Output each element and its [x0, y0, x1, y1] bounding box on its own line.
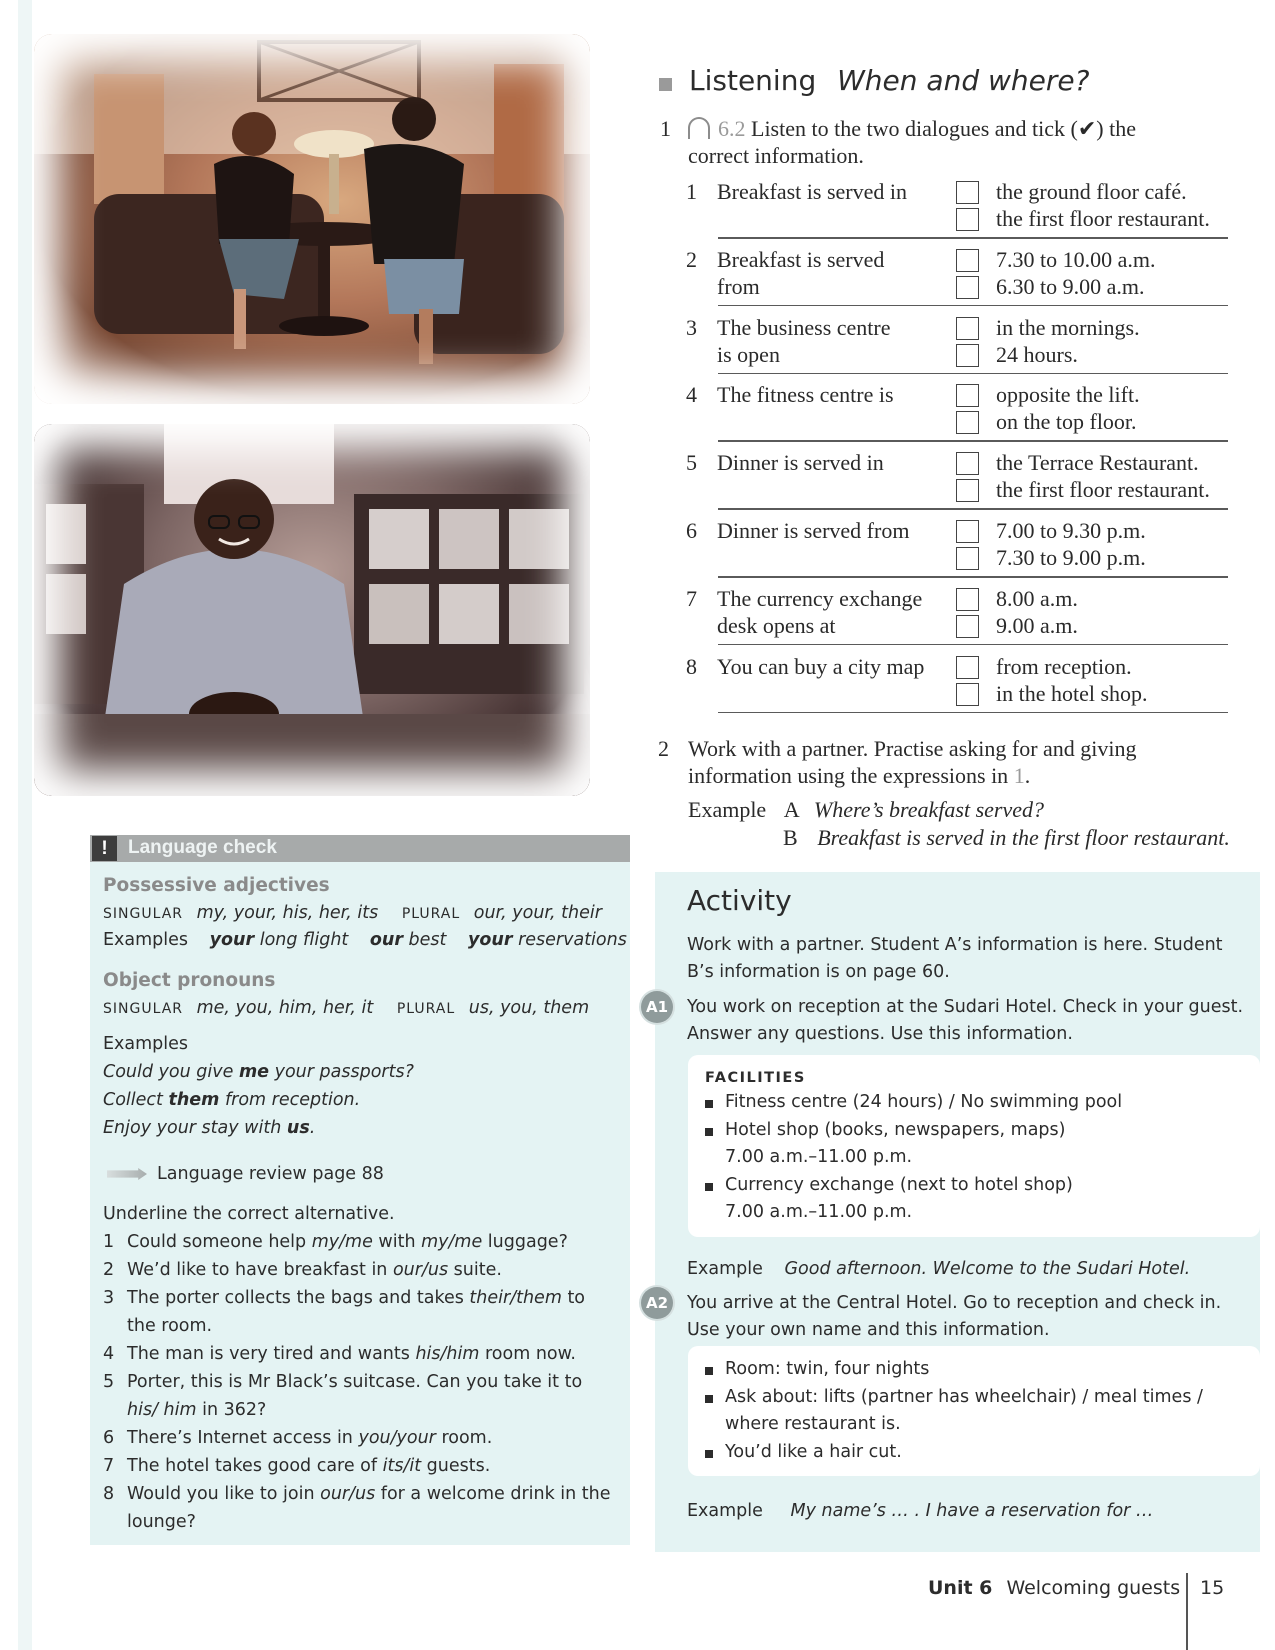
row-divider — [718, 373, 1228, 375]
item-option: 7.30 to 10.00 a.m. — [996, 246, 1156, 272]
row-divider — [718, 508, 1228, 510]
exercise-item: The hotel takes good care of its/it guests. — [127, 1456, 491, 1476]
section-bullet — [659, 78, 672, 91]
row-divider — [718, 440, 1228, 442]
exercise-item: The porter collects the bags and takes their/them to the room. — [127, 1288, 586, 1336]
activity-intro-2: B’s information is on page 60. — [687, 962, 950, 982]
exercise-item: Porter, this is Mr Black’s suitcase. Can you take it to his/ him in 362? — [127, 1372, 583, 1420]
object-examples-label: Examples — [103, 1034, 189, 1054]
tick-checkbox[interactable] — [956, 317, 979, 340]
question-2-example-a: Example A Where’s breakfast served? — [688, 797, 1045, 822]
tick-checkbox[interactable] — [956, 683, 979, 706]
bullet-icon — [705, 1183, 713, 1191]
item-number: 7 — [686, 585, 697, 611]
page-number: 15 — [1200, 1577, 1225, 1599]
tick-checkbox[interactable] — [956, 520, 979, 543]
object-example-1: Could you give me your passports? — [103, 1062, 414, 1082]
guest-info-item-cont: where restaurant is. — [725, 1414, 901, 1434]
bullet-icon — [705, 1367, 713, 1375]
item-option: 7.30 to 9.00 p.m. — [996, 545, 1146, 570]
item-number: 1 — [686, 179, 697, 204]
item-option: 6.30 to 9.00 a.m. — [996, 273, 1145, 299]
item-option: 7.00 to 9.30 p.m. — [996, 518, 1146, 543]
footer-divider — [1186, 1573, 1188, 1650]
a1-line-1: You work on reception at the Sudari Hotel. Check in your guest. — [687, 997, 1244, 1017]
a1-line-2: Answer any questions. Use this information. — [687, 1024, 1073, 1044]
item-prompt: Breakfast is served in — [717, 179, 907, 204]
object-pronouns-heading: Object pronouns — [103, 970, 276, 991]
badge-a2: A2 — [641, 1287, 673, 1319]
footer-unit: Unit 6 Welcoming guests — [928, 1577, 1181, 1599]
possessive-examples: Examples your long flight our best your reservations — [103, 930, 627, 950]
row-divider — [718, 644, 1228, 646]
tick-checkbox[interactable] — [956, 181, 979, 204]
page-edge-strip — [18, 0, 32, 1650]
guest-info-item: Ask about: lifts (partner has wheelchair) / meal times / — [725, 1387, 1203, 1407]
exercise-item: Could someone help my/me with my/me luggage? — [127, 1232, 568, 1252]
item-prompt: The business centre — [717, 314, 891, 340]
possessive-heading: Possessive adjectives — [103, 875, 330, 896]
question-1-number: 1 — [660, 116, 671, 141]
facility-item-hours: 7.00 a.m.–11.00 p.m. — [725, 1202, 913, 1222]
item-option: from reception. — [996, 653, 1132, 679]
exclamation-icon: ! — [92, 836, 117, 861]
a2-line-1: You arrive at the Central Hotel. Go to reception and check in. — [687, 1293, 1222, 1313]
bullet-icon — [705, 1395, 713, 1403]
exercise-number: 2 — [103, 1260, 115, 1280]
tick-checkbox[interactable] — [956, 547, 979, 570]
tick-checkbox[interactable] — [956, 656, 979, 679]
question-2-line1: Work with a partner. Practise asking for and giving — [688, 736, 1137, 761]
activity-example-1: Example Good afternoon. Welcome to the Sudari Hotel. — [687, 1259, 1191, 1279]
object-example-2: Collect them from reception. — [103, 1090, 361, 1110]
a2-line-2: Use your own name and this information. — [687, 1320, 1050, 1340]
exercise-number: 3 — [103, 1288, 115, 1308]
language-review-link[interactable]: Language review page 88 — [107, 1164, 384, 1184]
exercise-number: 5 — [103, 1372, 115, 1392]
question-1-instruction-cont: correct information. — [688, 143, 864, 168]
bullet-icon — [705, 1128, 713, 1136]
question-2-number: 2 — [658, 736, 669, 761]
bullet-icon — [705, 1100, 713, 1108]
item-number: 4 — [686, 382, 697, 408]
item-prompt: Breakfast is served — [717, 246, 885, 272]
exercise-item: Would you like to join our/us for a welcome drink in the lounge? — [127, 1484, 611, 1532]
item-number: 6 — [686, 518, 697, 543]
tick-checkbox[interactable] — [956, 479, 979, 502]
item-prompt: is open — [717, 341, 780, 367]
tick-checkbox[interactable] — [956, 384, 979, 407]
item-option: in the hotel shop. — [996, 680, 1148, 706]
item-number: 8 — [686, 653, 697, 679]
tick-checkbox[interactable] — [956, 452, 979, 475]
item-option: 8.00 a.m. — [996, 585, 1078, 611]
item-option: the first floor restaurant. — [996, 477, 1210, 503]
tick-checkbox[interactable] — [956, 208, 979, 231]
item-prompt: Dinner is served in — [717, 450, 884, 476]
exercise-item: There’s Internet access in you/your room. — [127, 1428, 493, 1448]
tick-checkbox[interactable] — [956, 249, 979, 272]
receptionist-photo — [34, 424, 590, 796]
item-number: 2 — [686, 246, 697, 272]
item-option: 24 hours. — [996, 341, 1078, 367]
item-prompt: from — [717, 273, 760, 299]
exercise-number: 7 — [103, 1456, 115, 1476]
item-option: the ground floor café. — [996, 179, 1187, 204]
activity-example-2: Example My name’s … . I have a reservation for … — [687, 1501, 1154, 1521]
exercise-number: 8 — [103, 1484, 115, 1504]
object-pronoun-forms: SINGULAR me, you, him, her, it PLURAL us, you, them — [103, 998, 590, 1018]
question-2-example-b: B Breakfast is served in the first floor restaurant. — [783, 825, 1230, 850]
tick-checkbox[interactable] — [956, 588, 979, 611]
item-option: the Terrace Restaurant. — [996, 450, 1199, 476]
exercise-item: We’d like to have breakfast in our/us suite. — [127, 1260, 502, 1280]
language-check-title: Language check — [128, 837, 277, 858]
item-prompt: Dinner is served from — [717, 518, 910, 543]
activity-title: Activity — [687, 884, 792, 917]
row-divider — [718, 576, 1228, 578]
item-number: 5 — [686, 450, 697, 476]
guest-info-item: You’d like a hair cut. — [725, 1442, 902, 1462]
tick-checkbox[interactable] — [956, 411, 979, 434]
item-prompt: desk opens at — [717, 612, 836, 638]
item-prompt: You can buy a city map — [717, 653, 925, 679]
item-prompt: The currency exchange — [717, 585, 923, 611]
facility-item: Hotel shop (books, newspapers, maps) — [725, 1120, 1066, 1140]
item-option: on the top floor. — [996, 409, 1137, 435]
facilities-heading: FACILITIES — [705, 1070, 806, 1086]
headphones-icon — [688, 117, 710, 139]
exercise-instruction: Underline the correct alternative. — [103, 1204, 395, 1224]
exercise-number: 4 — [103, 1344, 115, 1364]
item-number: 3 — [686, 314, 697, 340]
tick-checkbox[interactable] — [956, 615, 979, 638]
bullet-icon — [705, 1450, 713, 1458]
facility-item: Currency exchange (next to hotel shop) — [725, 1175, 1073, 1195]
possessive-forms: SINGULAR my, your, his, her, its PLURAL our, your, their — [103, 903, 602, 923]
item-option: 9.00 a.m. — [996, 612, 1078, 638]
item-option: opposite the lift. — [996, 382, 1140, 408]
facility-item: Fitness centre (24 hours) / No swimming pool — [725, 1092, 1123, 1112]
arrow-icon — [107, 1168, 147, 1180]
object-example-3: Enjoy your stay with us. — [103, 1118, 316, 1138]
item-prompt: The fitness centre is — [717, 382, 894, 408]
question-1-instruction: 6.2 Listen to the two dialogues and tick (✔) the — [688, 116, 1136, 142]
facility-item-hours: 7.00 a.m.–11.00 p.m. — [725, 1147, 913, 1167]
activity-intro-1: Work with a partner. Student A’s information is here. Student — [687, 935, 1223, 955]
exercise-item: The man is very tired and wants his/him room now. — [127, 1344, 576, 1364]
row-divider — [718, 237, 1228, 239]
item-option: in the mornings. — [996, 314, 1140, 340]
exercise-number: 1 — [103, 1232, 115, 1252]
item-option: the first floor restaurant. — [996, 206, 1210, 231]
tick-checkbox[interactable] — [956, 276, 979, 299]
tick-checkbox[interactable] — [956, 344, 979, 367]
badge-a1: A1 — [641, 991, 673, 1023]
listening-heading: Listening When and where? — [689, 64, 1090, 97]
exercise-number: 6 — [103, 1428, 115, 1448]
guest-info-item: Room: twin, four nights — [725, 1359, 930, 1379]
question-2-line2: information using the expressions in 1. — [688, 763, 1031, 788]
lounge-photo — [34, 34, 590, 404]
row-divider — [718, 712, 1228, 714]
row-divider — [718, 305, 1228, 307]
